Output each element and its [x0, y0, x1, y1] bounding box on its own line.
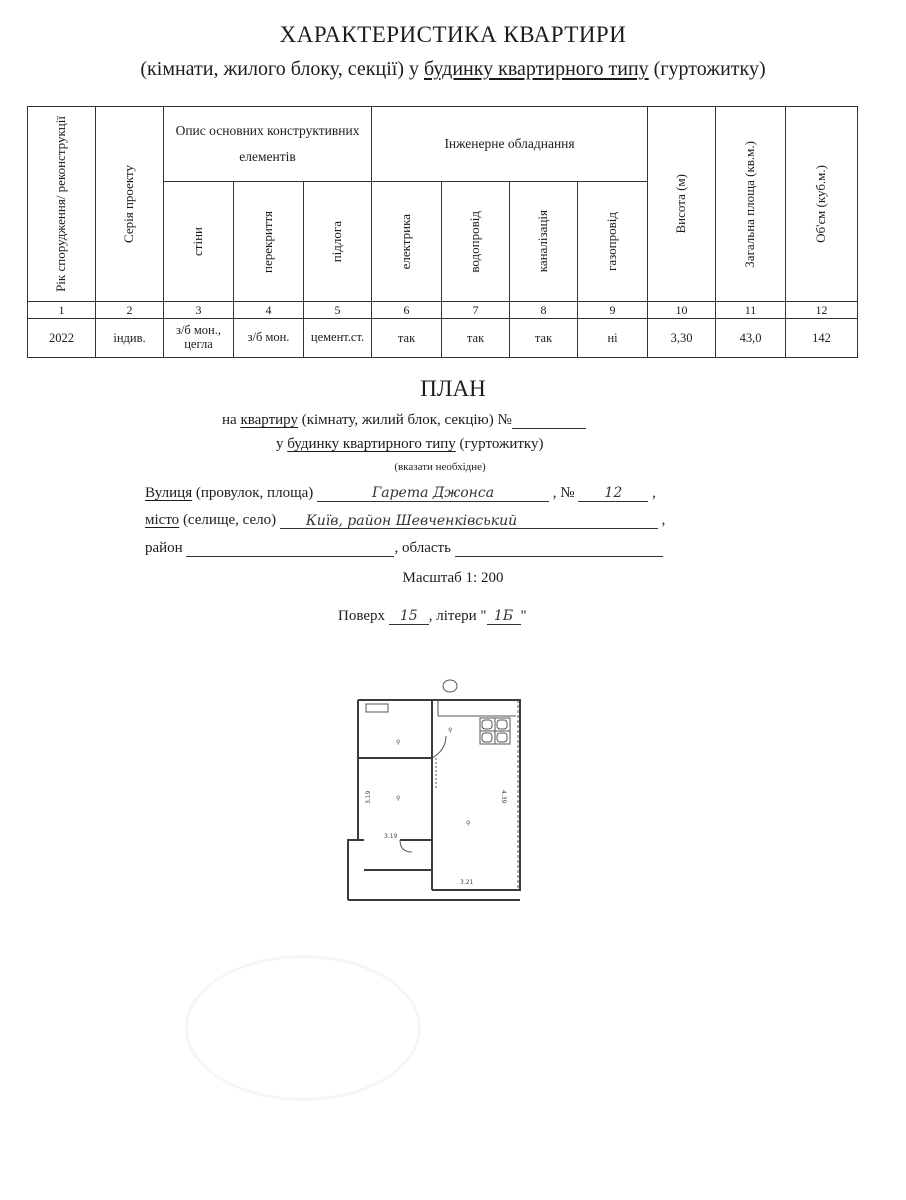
- col-number: 1: [28, 302, 96, 319]
- city-line: місто (селище, село) Київ, район Шевченківський ,: [145, 512, 666, 529]
- col-number: 8: [510, 302, 578, 319]
- dim-left: 3.19: [365, 790, 372, 804]
- col-number: 3: [164, 302, 234, 319]
- value-height: 3,30: [648, 319, 716, 358]
- scale-label: Масштаб 1: 200: [402, 570, 504, 586]
- faded-stamp: [185, 955, 421, 1101]
- value-series: індив.: [96, 319, 164, 358]
- value-area: 43,0: [716, 319, 786, 358]
- value-volume: 142: [786, 319, 858, 358]
- plan-labels: [365, 727, 507, 886]
- col-number: 2: [96, 302, 164, 319]
- street-field: Гарета Джонса: [317, 485, 549, 502]
- header-sewer: каналізація: [510, 182, 578, 302]
- page-subtitle: [0, 58, 906, 81]
- header-engineering-group: Інженерне обладнання: [372, 107, 648, 182]
- floor-line: Поверх 15 , літери " 1Б ": [338, 608, 527, 624]
- value-walls: з/б мон., цегла: [164, 319, 234, 358]
- room-marker: ⚲: [448, 727, 453, 734]
- floor-plan-drawing: [340, 670, 540, 910]
- apartment-number-field: [512, 412, 586, 429]
- header-floor: підлога: [304, 182, 372, 302]
- district-field: [186, 540, 394, 557]
- col-number: 4: [234, 302, 304, 319]
- col-number: 11: [716, 302, 786, 319]
- room-marker: ⚲: [396, 739, 401, 746]
- value-sewer: так: [510, 319, 578, 358]
- dim-bottom-left: 3.19: [384, 833, 398, 840]
- dim-right: 4.39: [500, 790, 507, 804]
- subtitle-underlined: будинку квартирного типу: [423, 58, 649, 80]
- col-number: 5: [304, 302, 372, 319]
- dim-bottom-right: 3.21: [460, 879, 474, 886]
- district-line: район , область: [145, 540, 663, 557]
- header-area: Загальна площа (кв.м.): [716, 107, 786, 302]
- col-number: 6: [372, 302, 442, 319]
- table-row-values: [28, 319, 858, 358]
- header-floors: перекриття: [234, 182, 304, 302]
- value-gas: ні: [578, 319, 648, 358]
- room-marker: ⚲: [466, 820, 471, 827]
- value-year: 2022: [28, 319, 96, 358]
- plan-title: ПЛАН: [420, 376, 486, 401]
- subtitle-post: (гуртожитку): [648, 58, 766, 80]
- header-water: водопровід: [442, 182, 510, 302]
- value-water: так: [442, 319, 510, 358]
- header-electric: електрика: [372, 182, 442, 302]
- col-number: 10: [648, 302, 716, 319]
- characteristics-table: [27, 106, 858, 358]
- building-number-field: 12: [578, 485, 648, 502]
- city-field: Київ, район Шевченківський: [280, 513, 658, 529]
- street-line: Вулиця (провулок, площа) Гарета Джонса , № 12 ,: [145, 485, 656, 501]
- header-volume: Об'єм (куб.м.): [786, 107, 858, 302]
- page-title: ХАРАКТЕРИСТИКА КВАРТИРИ: [279, 22, 627, 47]
- plan-walls: [348, 700, 520, 900]
- value-floors: з/б мон.: [234, 319, 304, 358]
- header-series: Серія проекту: [96, 107, 164, 302]
- header-construct-group: Опис основних конструктивних елементів: [164, 107, 372, 182]
- header-height: Висота (м): [648, 107, 716, 302]
- plan-details: [366, 680, 518, 890]
- header-gas: газопровід: [578, 182, 648, 302]
- letters-field: 1Б: [487, 608, 521, 625]
- value-floor: цемент.ст.: [304, 319, 372, 358]
- room-marker: ⚲: [396, 795, 401, 802]
- floor-field: 15: [389, 608, 429, 625]
- header-walls: стіни: [164, 182, 234, 302]
- table-row-numbers: [28, 302, 858, 319]
- region-field: [455, 540, 663, 557]
- plan-line-building: у будинку квартирного типу (гуртожитку): [276, 436, 544, 452]
- subtitle-pre: (кімнати, жилого блоку, секції) у: [140, 58, 424, 80]
- plan-note: (вказати необхідне): [394, 461, 486, 473]
- plan-line-apartment: на квартиру (кімнату, жилий блок, секцію) №: [222, 412, 586, 429]
- col-number: 9: [578, 302, 648, 319]
- col-number: 7: [442, 302, 510, 319]
- col-number: 12: [786, 302, 858, 319]
- value-electric: так: [372, 319, 442, 358]
- header-year: Рік спорудження/ реконструкції: [28, 107, 96, 302]
